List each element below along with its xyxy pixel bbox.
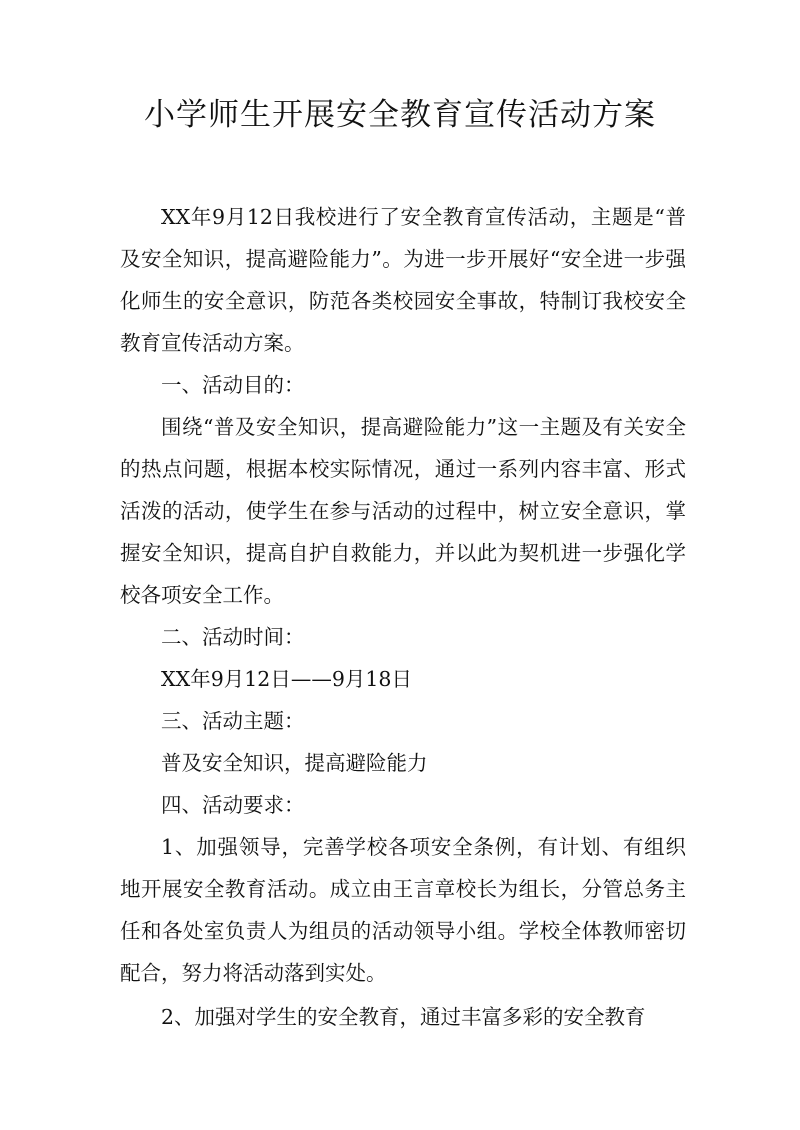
section-heading-time: 二、活动时间： xyxy=(161,625,305,649)
paragraph-time: XX年9月12日——9月18日 xyxy=(161,667,412,691)
document-body xyxy=(120,196,686,1038)
paragraph-requirement-1: 1、加强领导，完善学校各项安全条例，有计划、有组织地开展安全教育活动。成立由王言章校长为组长，分管总务主任和各处室负责人为组员的活动领导小组。学校全体教师密切配合，努力将活动落到实处。 xyxy=(120,835,686,985)
paragraph-intro: XX年9月12日我校进行了安全教育宣传活动，主题是“普及安全知识，提高避险能力”。为进一步开展好“安全进一步强化师生的安全意识，防范各类校园安全事故，特制订我校安全教育宣传活动方案。 xyxy=(120,205,686,355)
section-heading-purpose: 一、活动目的： xyxy=(161,373,305,397)
paragraph-purpose: 围绕“普及安全知识，提高避险能力”这一主题及有关安全的热点问题，根据本校实际情况，通过一系列内容丰富、形式活泼的活动，使学生在参与活动的过程中，树立安全意识，掌握安全知识，提高自护自救能力，并以此为契机进一步强化学校各项安全工作。 xyxy=(120,415,686,607)
section-heading-requirements: 四、活动要求： xyxy=(161,793,305,817)
paragraph-theme: 普及安全知识，提高避险能力 xyxy=(161,751,428,775)
document-title: 小学师生开展安全教育宣传活动方案 xyxy=(144,97,656,133)
paragraph-requirement-2: 2、加强对学生的安全教育，通过丰富多彩的安全教育 xyxy=(161,1005,646,1029)
section-heading-theme: 三、活动主题： xyxy=(161,709,305,733)
